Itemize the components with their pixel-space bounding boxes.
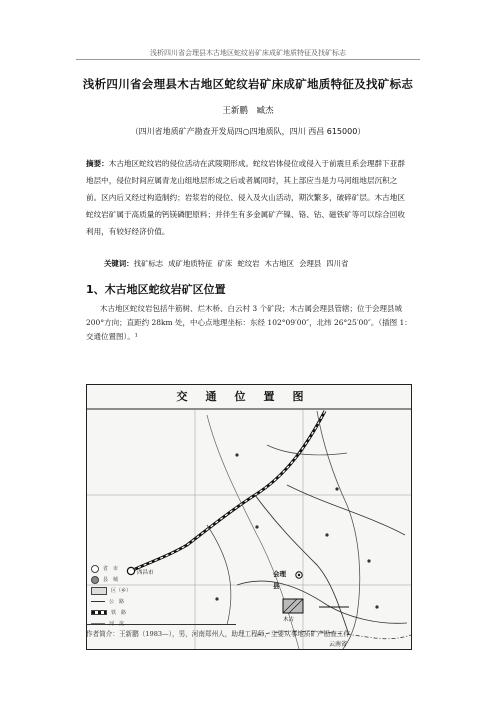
abstract-label: 摘要： bbox=[86, 159, 109, 168]
legend-label: 铁 路 bbox=[111, 610, 127, 616]
legend-label: 县 城 bbox=[103, 577, 119, 583]
legend-swatch bbox=[91, 587, 107, 595]
road bbox=[267, 445, 347, 455]
road bbox=[207, 525, 231, 625]
section-paragraph: 木古地区蛇纹岩包括牛筋树、烂木桥、白云村 3 个矿段；木古属会理县管辖；位于会理县城 200°方向；直距约 28km 处，中心点地理坐标：东经 102°09′00″，北纬 26°25′00″。（插图 1：交通位置图）。¹ bbox=[86, 304, 412, 341]
road bbox=[237, 581, 407, 623]
keywords-list bbox=[134, 259, 354, 268]
legend-label: 区（乡） bbox=[111, 588, 132, 594]
abstract bbox=[86, 155, 412, 240]
keyword: 蛇纹岩 bbox=[237, 259, 260, 268]
place-label: 云南省 bbox=[329, 641, 348, 648]
keywords bbox=[104, 258, 424, 269]
railway-line bbox=[131, 411, 325, 571]
running-head: 浅析四川省会理县木古地区蛇纹岩矿床成矿地质特征及找矿标志 bbox=[150, 49, 346, 57]
place-label: 西昌市 bbox=[137, 570, 154, 576]
keyword: 成矿地质特征 bbox=[168, 259, 213, 268]
keyword: 找矿标志 bbox=[133, 259, 164, 268]
map-legend bbox=[91, 563, 149, 629]
paper-title: 浅析四川省会理县木古地区蛇纹岩矿床成矿地质特征及找矿标志 bbox=[82, 77, 414, 91]
footnote-rule bbox=[86, 624, 236, 625]
legend-label: 河 流 bbox=[109, 621, 125, 627]
header-rule bbox=[76, 59, 420, 60]
road bbox=[255, 495, 349, 635]
affiliation: （四川省地质矿产勘查开发局四○四地质队，四川 西昌 615000） bbox=[130, 127, 366, 136]
abstract-text: 木古地区蛇纹岩的侵位活动在武陵期形成。蛇纹岩体侵位或侵入于前震旦系会理群下亚群地层中，侵位时间应属青龙山组地层形成之后或者属同时，其上部应当是力马河组地层沉积之前。区内后又经过构造制约；岩浆岩的侵位、侵入及火山活动，期次繁多，破碎矿层。木古地区蛇纹岩矿属于高质量的钙镁磷肥原料；并伴生有多金属矿产镍、铬、钴、磁铁矿等可以综合回收利用，有较好经济价值。 bbox=[86, 159, 405, 236]
legend-label: 公 路 bbox=[109, 599, 125, 605]
place-label: 木古 bbox=[283, 617, 295, 623]
place-label: 会理 bbox=[273, 570, 286, 578]
legend-row bbox=[91, 607, 149, 618]
keyword: 会理县 bbox=[299, 259, 322, 268]
legend-row bbox=[91, 585, 149, 596]
legend-row bbox=[91, 574, 149, 585]
legend-label: 省 市 bbox=[103, 566, 119, 572]
keyword: 矿床 bbox=[217, 259, 233, 268]
keywords-label: 关键词： bbox=[104, 259, 134, 268]
road bbox=[287, 485, 405, 535]
river bbox=[317, 411, 360, 649]
section-heading: 1、木古地区蛇纹岩矿区位置 bbox=[86, 283, 226, 296]
legend-swatch bbox=[91, 610, 107, 615]
legend-swatch bbox=[91, 601, 105, 602]
authors bbox=[76, 104, 420, 116]
figure-title: 交通位置图 bbox=[176, 390, 322, 403]
legend-row bbox=[91, 563, 149, 574]
author-2: 臧杰 bbox=[256, 106, 274, 116]
legend-row bbox=[91, 596, 149, 607]
author-1: 王新鹏 bbox=[222, 106, 248, 116]
place-label: 县 bbox=[273, 582, 280, 590]
keyword: 木古地区 bbox=[264, 259, 295, 268]
keyword: 四川省 bbox=[326, 259, 349, 268]
legend-swatch bbox=[91, 565, 99, 573]
legend-swatch bbox=[91, 576, 99, 584]
location-map-figure bbox=[86, 384, 412, 650]
study-area-marker bbox=[283, 599, 303, 613]
footnote: 作者简介：王新鹏（1983—），男，河南郑州人，助理工程师，主要从事地质矿产勘查工作 bbox=[86, 630, 351, 638]
